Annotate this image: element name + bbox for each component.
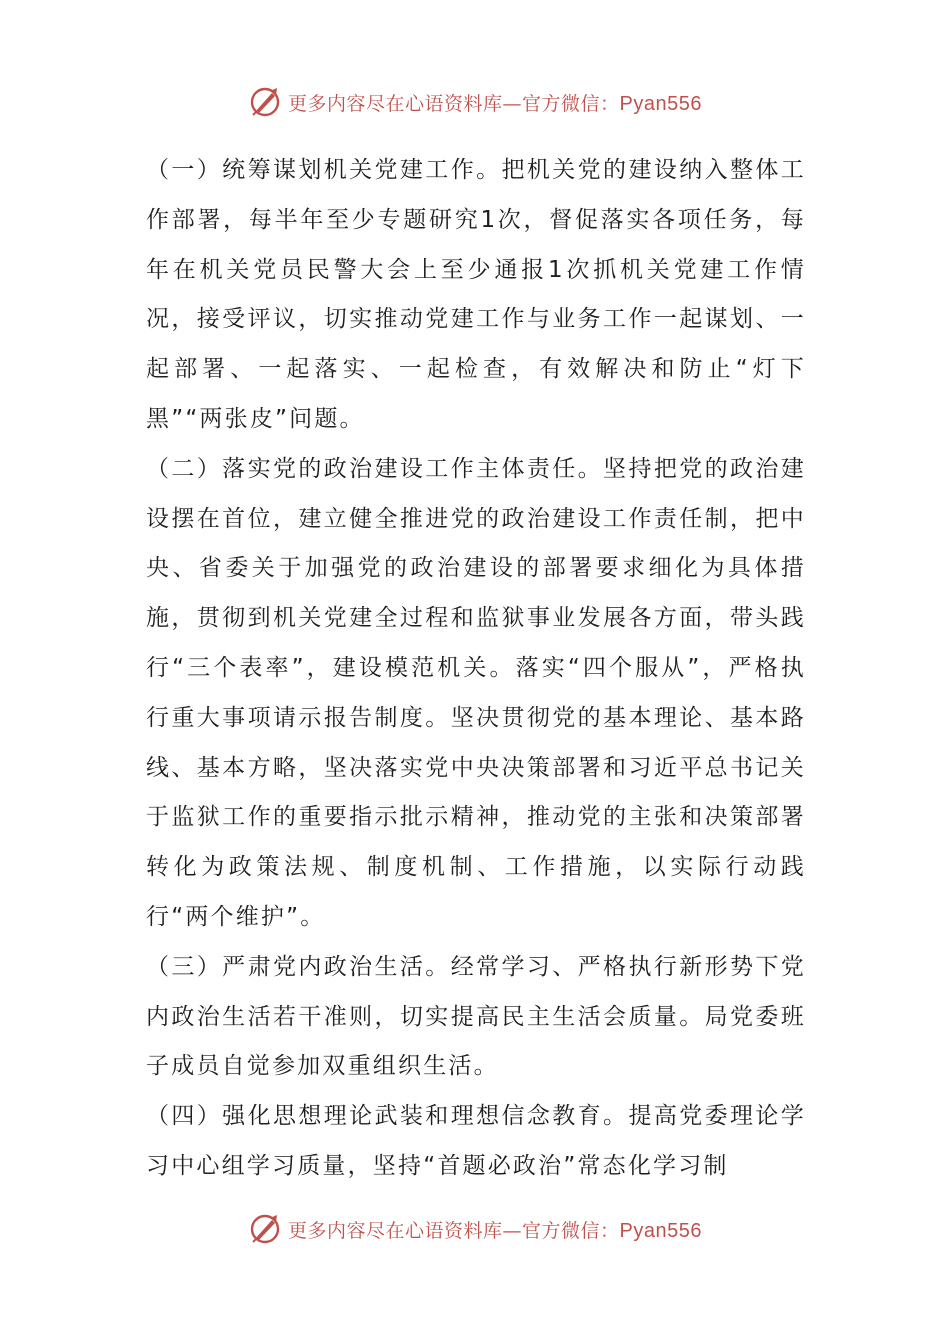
- document-body: [146, 146, 806, 1192]
- paragraph-4: （四）强化思想理论武装和理想信念教育。提高党委理论学习中心组学习质量，坚持“首题必政治”常态化学习制: [146, 1103, 806, 1179]
- banner-text: 更多内容尽在心语资料库—官方微信：Pyan556: [288, 92, 702, 115]
- paragraph-1: （一）统筹谋划机关党建工作。把机关党的建设纳入整体工作部署，每半年至少专题研究1次，督促落实各项任务，每年在机关党员民警大会上至少通报1次抓机关党建工作情况，接受评议，切实推动党建工作与业务工作一起谋划、一起部署、一起落实、一起检查，有效解决和防止“灯下黑”“两张皮”问题。: [146, 157, 806, 432]
- wechat-id: Pyan556: [619, 92, 702, 115]
- wechat-id: Pyan556: [619, 1219, 702, 1242]
- footer-banner: [0, 1209, 950, 1249]
- banner-text: 更多内容尽在心语资料库—官方微信：Pyan556: [288, 1219, 702, 1242]
- paragraph-2: （二）落实党的政治建设工作主体责任。坚持把党的政治建设摆在首位，建立健全推进党的政治建设工作责任制，把中央、省委关于加强党的政治建设的部署要求细化为具体措施，贯彻到机关党建全过程和监狱事业发展各方面，带头践行“三个表率”，建设模范机关。落实“四个服从”，严格执行重大事项请示报告制度。坚决贯彻党的基本理论、基本路线、基本方略，坚决落实党中央决策部署和习近平总书记关于监狱工作的重要指示批示精神，推动党的主张和决策部署转化为政策法规、制度机制、工作措施，以实际行动践行“两个维护”。: [146, 455, 806, 930]
- quill-seal-icon: [248, 85, 282, 119]
- paragraph-3: （三）严肃党内政治生活。经常学习、严格执行新形势下党内政治生活若干准则，切实提高民主生活会质量。局党委班子成员自觉参加双重组织生活。: [146, 953, 806, 1080]
- header-banner: [0, 82, 950, 122]
- quill-seal-icon: [248, 1212, 282, 1246]
